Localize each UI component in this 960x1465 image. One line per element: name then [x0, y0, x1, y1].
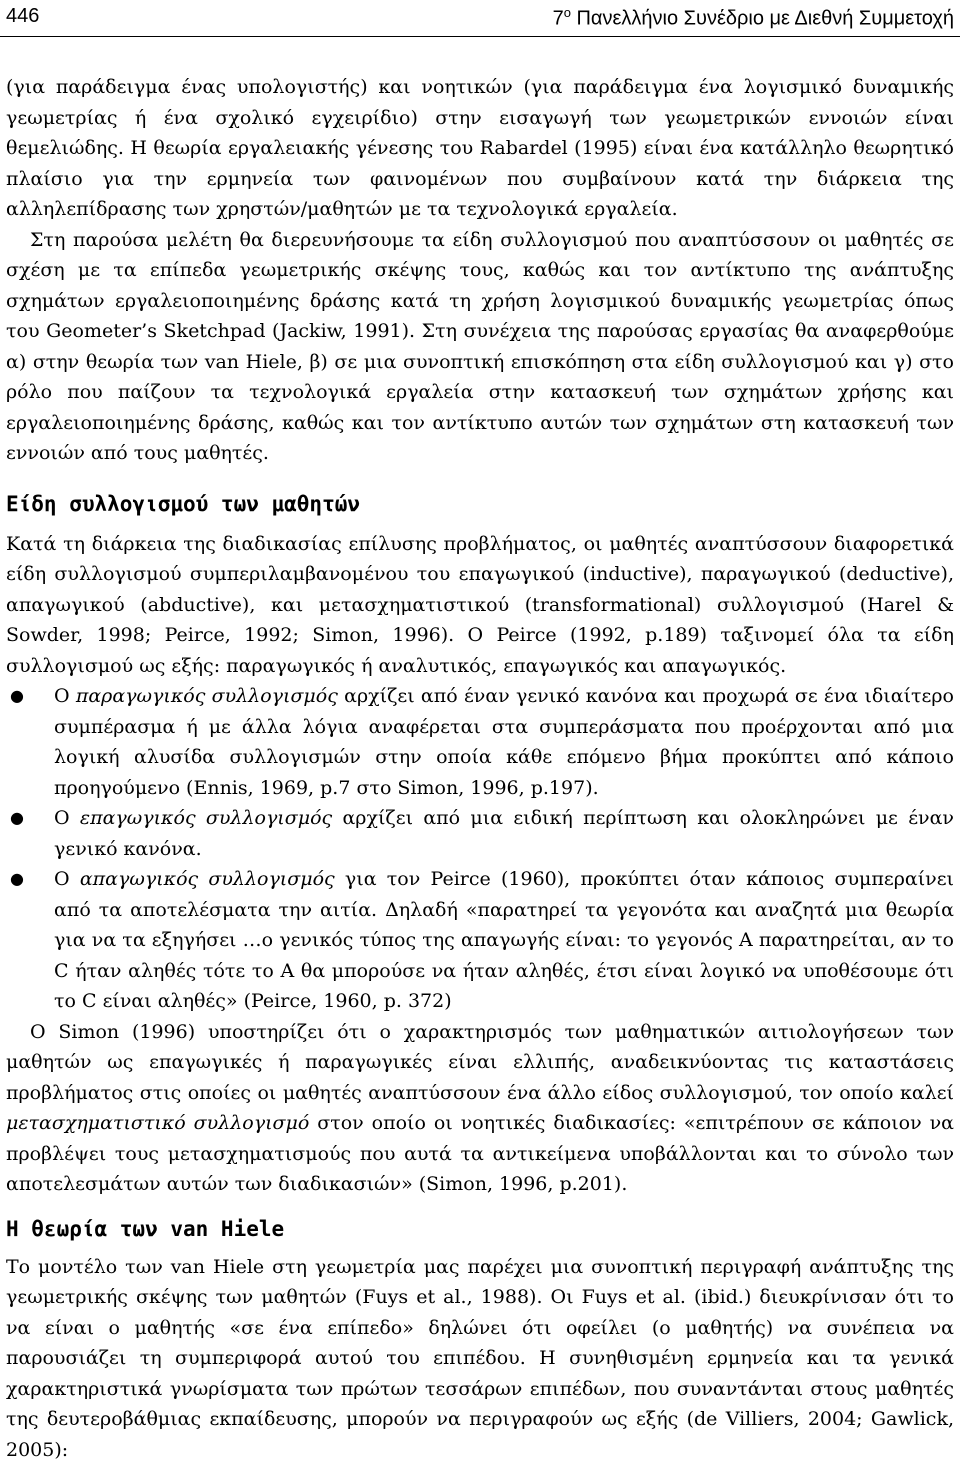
bullet-icon: ● [10, 864, 24, 895]
conference-ordinal-suffix: ο [564, 5, 571, 20]
list-item-term: απαγωγικός συλλογισμός [80, 868, 335, 890]
simon-text-start: Ο Simon (1996) υποστηρίζει ότι ο χαρακτηρισμός των μαθηματικών αιτιολογήσεων των μαθητών ως επαγωγικές ή παραγωγικές είναι ελλιπής, αναδεικνύοντας τις καταστάσεις προβλήματος στις οποίες οι μαθητές αναπτύσσουν ένα άλλο είδος συλλογισμού, τον οποίο καλεί [6, 1021, 954, 1104]
bullet-icon: ● [10, 803, 24, 834]
reasoning-types-list [6, 681, 954, 1017]
list-item-prefix: Ο [54, 685, 76, 707]
list-item [54, 803, 954, 864]
list-item-term: παραγωγικός συλλογισμός [76, 685, 338, 707]
section-heading-reasoning: Είδη συλλογισμού των μαθητών [6, 489, 954, 519]
list-item-term: επαγωγικός συλλογισμός [80, 807, 332, 829]
simon-text-end: στον οποίο οι νοητικές διαδικασίες: «επιτρέπουν σε κάποιον να προβλέψει τους μετασχηματισμούς που αυτά τα αντικείμενα υποβάλλονται και το σύνολο των αποτελεσμάτων αυτών των διαδικασιών» (Simon, 1996, p.201). [6, 1112, 954, 1195]
simon-term: μετασχηματιστικό συλλογισμό [6, 1112, 309, 1134]
list-item-text: αρχίζει από έναν γενικό κανόνα και προχωρά σε ένα ιδιαίτερο συμπέρασμα ή με άλλα λόγια αναφέρεται στα συμπεράσματα που προέρχονται από μια λογική αλυσίδα συλλογισμών στην οποία κάθε επόμενο βήμα προκύπτει από κάποιο προηγούμενο (Ennis, 1969, p.7 στο Simon, 1996, p.197). [54, 685, 954, 799]
page-number: 446 [6, 5, 39, 28]
intro-paragraph-1: (για παράδειγμα ένας υπολογιστής) και νοητικών (για παράδειγμα ένα λογισμικό δυναμικής γεωμετρίας ή ένα σχολικό εγχειρίδιο) στην εισαγωγή των γεωμετρικών εννοιών είναι θεμελιώδης. Η θεωρία εργαλειακής γένεσης του Rabardel (1995) είναι ένα κατάλληλο θεωρητικό πλαίσιο για την ερμηνεία των φαινομένων που συμβαίνουν κατά την διάρκεια της αλληλεπίδρασης των χρηστών/μαθητών με τα τεχνολογικά εργαλεία. [6, 72, 954, 225]
list-item-prefix: Ο [54, 868, 80, 890]
bullet-icon: ● [10, 681, 24, 712]
conference-title [553, 5, 954, 31]
reasoning-paragraph-1: Κατά τη διάρκεια της διαδικασίας επίλυσης προβλήματος, οι μαθητές αναπτύσσουν διαφορετικά είδη συλλογισμού συμπεριλαμβανομένου του επαγωγικού (inductive), παραγωγικού (deductive), απαγωγικού (abductive), και μετασχηματιστικού (transformational) συλλογισμού (Harel & Sowder, 1998; Peirce, 1992; Simon, 1996). Ο Peirce (1992, p.189) ταξινομεί όλα τα είδη συλλογισμού ως εξής: παραγωγικός ή αναλυτικός, επαγωγικός και απαγωγικός. [6, 529, 954, 682]
intro-paragraph-2: Στη παρούσα μελέτη θα διερευνήσουμε τα είδη συλλογισμού που αναπτύσσουν οι μαθητές σε σχέση με τα επίπεδα γεωμετρικής σκέψης τους, καθώς και τον αντίκτυπο της ανάπτυξης σχημάτων εργαλειοποιημένης δράσης κατά τη χρήση λογισμικού δυναμικής γεωμετρίας όπως του Geometer’s Sketchpad (Jackiw, 1991). Στη συνέχεια της παρούσας εργασίας θα αναφερθούμε α) στην θεωρία των van Hiele, β) σε μια συνοπτική επισκόπηση στα είδη συλλογισμού και γ) στο ρόλο που παίζουν τα τεχνολογικά εργαλεία στην κατασκευή των σχημάτων χρήσης και εργαλειοποιημένης δράσης, καθώς και τον αντίκτυπο αυτών των σχημάτων στη κατασκευή των εννοιών από τους μαθητές. [6, 225, 954, 469]
reasoning-paragraph-2 [6, 1017, 954, 1200]
list-item-text: αρχίζει από μια ειδική περίπτωση και ολοκληρώνει με έναν γενικό κανόνα. [54, 807, 954, 860]
body-text [6, 72, 954, 1465]
list-item-text: για τον Peirce (1960), προκύπτει όταν κάποιος συμπεραίνει από τα αποτελέσματα την αιτία. Δηλαδή «παρατηρεί τα γεγονότα και αναζητά μια θεωρία για να τα εξηγήσει …ο γενικός τύπος της απαγωγής είναι: το γεγονός Α παρατηρείται, αν το C ήταν αληθές τότε το Α θα μπορούσε να ήταν αληθές, έτσι είναι λογικό να υποθέσουμε ότι το C είναι αληθές» (Peirce, 1960, p. 372) [54, 868, 954, 1012]
list-item [54, 864, 954, 1017]
van-hiele-paragraph-1: Το μοντέλο των van Hiele στη γεωμετρία μας παρέχει μια συνοπτική περιγραφή ανάπτυξης της γεωμετρικής σκέψης των μαθητών (Fuys et al., 1988). Οι Fuys et al. (ibid.) διευκρίνισαν ότι το να είναι ο μαθητής «σε ένα επίπεδο» δηλώνει ότι οφείλει (ο μαθητής) να συνέπεια να παρουσιάζει τη συμπεριφορά αυτού του επιπέδου. Η συνηθισμένη ερμηνεία και τα γενικά χαρακτηριστικά γνωρίσματα των πρώτων τεσσάρων επιπέδων, που συναντάνται στους μαθητές της δευτεροβάθμιας εκπαίδευσης, μπορούν να περιγραφούν ως εξής (de Villiers, 2004; Gawlick, 2005): [6, 1252, 954, 1465]
list-item [54, 681, 954, 803]
conference-ordinal: 7 [553, 8, 564, 30]
list-item-prefix: Ο [54, 807, 80, 829]
running-header [0, 0, 960, 37]
section-heading-van-hiele: Η θεωρία των van Hiele [6, 1214, 954, 1244]
conference-name: Πανελλήνιο Συνέδριο με Διεθνή Συμμετοχή [571, 8, 954, 30]
